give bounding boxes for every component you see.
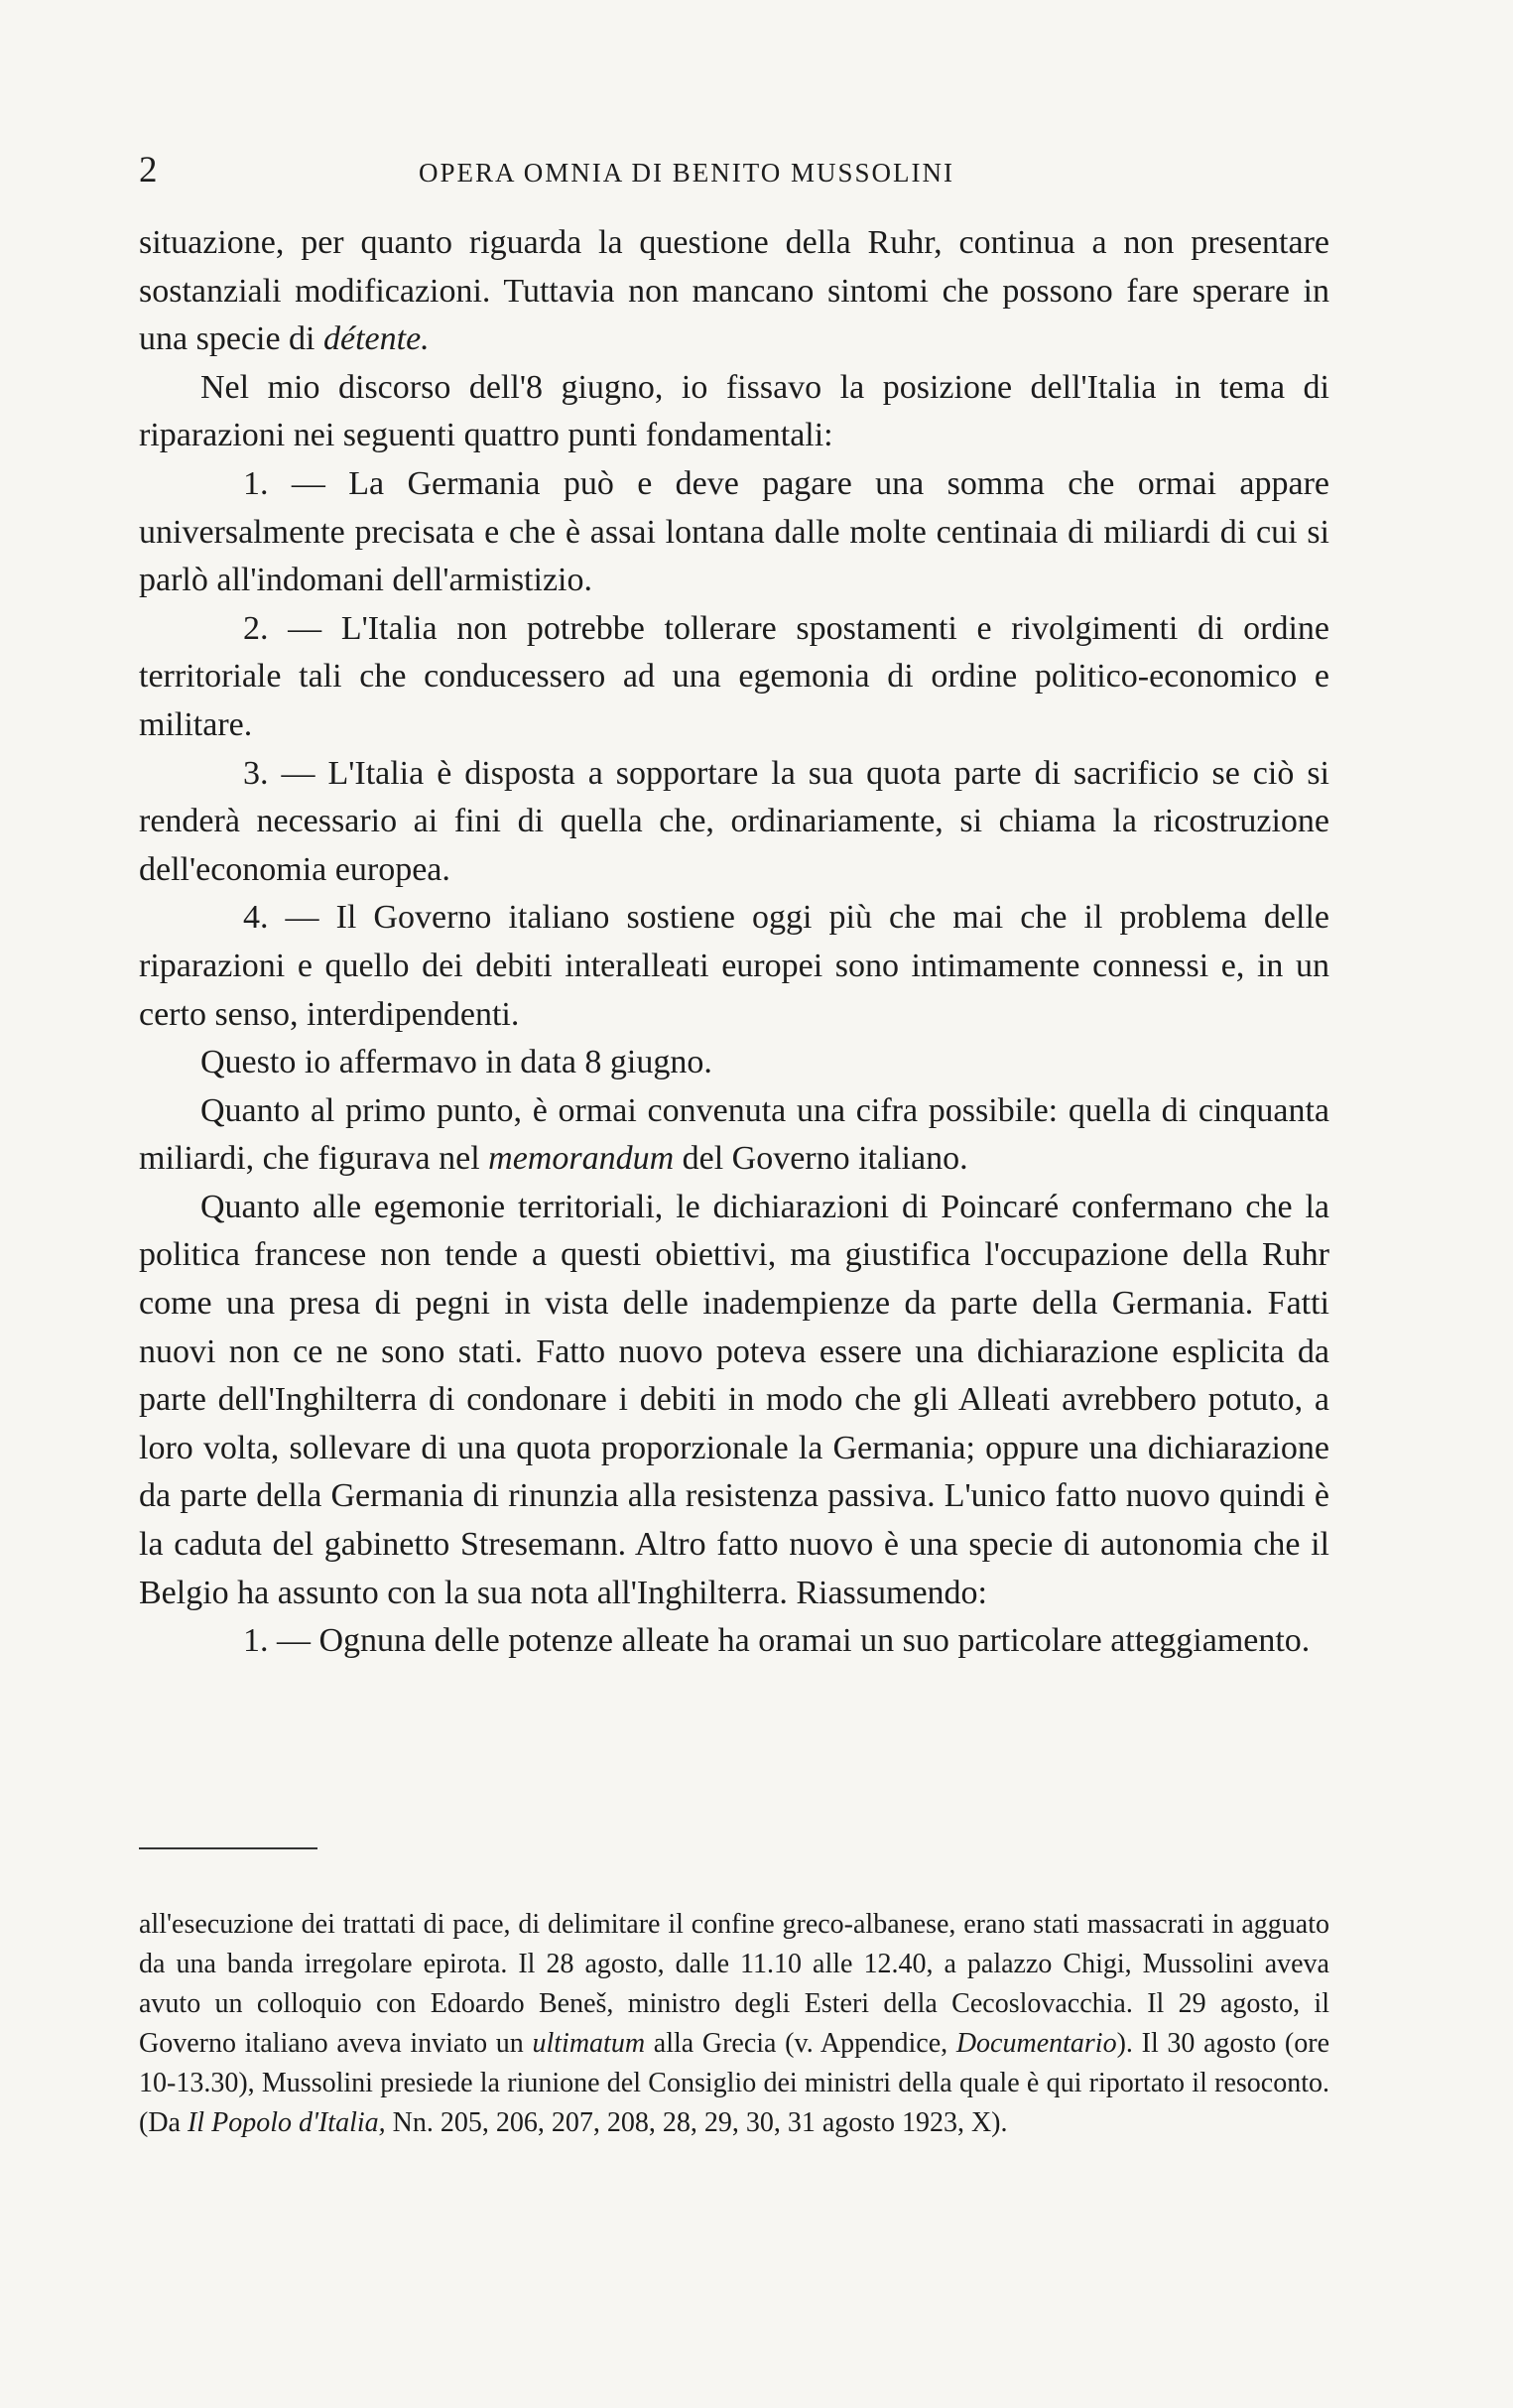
list-item-1: 1. — La Germania può e deve pagare una somma che ormai appare universalmente precisata e che è assai lontana dalle molte centinaia di miliardi di cui si parlò all'indomani dell'armistizio. (139, 464, 1329, 599)
list-item-3: 3. — L'Italia è disposta a sopportare la sua quota parte di sacrificio se ciò si renderà necessario ai fini di quella che, ordinariamente, si chiama la ricostruzione dell'economia europea. (139, 754, 1329, 888)
emphasis-memorandum: memorandum (488, 1140, 675, 1178)
list-item-2: 2. — L'Italia non potrebbe tollerare spostamenti e rivolgimenti di ordine territoriale tali che conducessero ad una egemonia di ordine politico-economico e militare. (139, 609, 1329, 743)
paragraph-5: Quanto alle egemonie territoriali, le dichiarazioni di Poincaré confermano che la politica francese non tende a questi obiettivi, ma giustifica l'occupazione della Ruhr come una presa di pegni in vista delle inadempienze da parte della Germania. Fatti nuovi non ce ne sono stati. Fatto nuovo poteva essere una dichiarazione esplicita da parte dell'Inghilterra di condonare i debiti in modo che gli Alleati avrebbero potuto, a loro volta, sollevare di una quota proporzionale la Germania; oppure una dichiarazione da parte della Germania di rinunzia alla resistenza passiva. L'unico fatto nuovo quindi è la caduta del gabinetto Stresemann. Altro fatto nuovo è una specie di autonomia che il Belgio ha assunto con la sua nota all'Inghilterra. Riassumendo: (139, 1188, 1329, 1611)
main-text (139, 219, 1329, 1666)
paragraph-3: Questo io affermavo in data 8 giugno. (200, 1044, 712, 1081)
emphasis-detente: détente. (323, 320, 430, 358)
footnote (139, 1905, 1329, 2143)
page-header (139, 149, 1329, 192)
page-number: 2 (139, 150, 158, 190)
paragraph-1: situazione, per quanto riguarda la questione della Ruhr, continua a non presentare sostanziali modificazioni. Tuttavia non mancano sintomi che possono fare sperare in una specie di détente. (139, 224, 1329, 358)
footnote-separator (139, 1847, 317, 1849)
paragraph-2: Nel mio discorso dell'8 giugno, io fissavo la posizione dell'Italia in tema di riparazioni nei seguenti quattro punti fondamentali: (139, 368, 1329, 454)
list-item-4: 4. — Il Governo italiano sostiene oggi più che mai che il problema delle riparazioni e quello dei debiti interalleati europei sono intimamente connessi e, in un certo senso, interdipendenti. (139, 899, 1329, 1033)
running-title: OPERA OMNIA DI BENITO MUSSOLINI (419, 158, 955, 188)
list-item-5: 1. — Ognuna delle potenze alleate ha oramai un suo particolare atteggiamento. (243, 1622, 1311, 1660)
footnote-text: all'esecuzione dei trattati di pace, di delimitare il confine greco-albanese, erano stati massacrati in agguato da una banda irregolare epirota. Il 28 agosto, dalle 11.10 alle 12.40, a palazzo Chigi, Mussolini aveva avuto un colloquio con Edoardo Beneš, ministro degli Esteri della Cecoslovacchia. Il 29 agosto, il Governo italiano aveva inviato un ultimatum alla Grecia (v. Appendice, Documentario). Il 30 agosto (ore 10-13.30), Mussolini presiede la riunione del Consiglio dei ministri della quale è qui riportato il resoconto. (Da Il Popolo d'Italia, Nn. 205, 206, 207, 208, 28, 29, 30, 31 agosto 1923, X). (139, 1909, 1330, 2138)
paragraph-4: Quanto al primo punto, è ormai convenuta una cifra possibile: quella di cinquanta miliardi, che figurava nel memorandum del Governo italiano. (139, 1091, 1329, 1178)
